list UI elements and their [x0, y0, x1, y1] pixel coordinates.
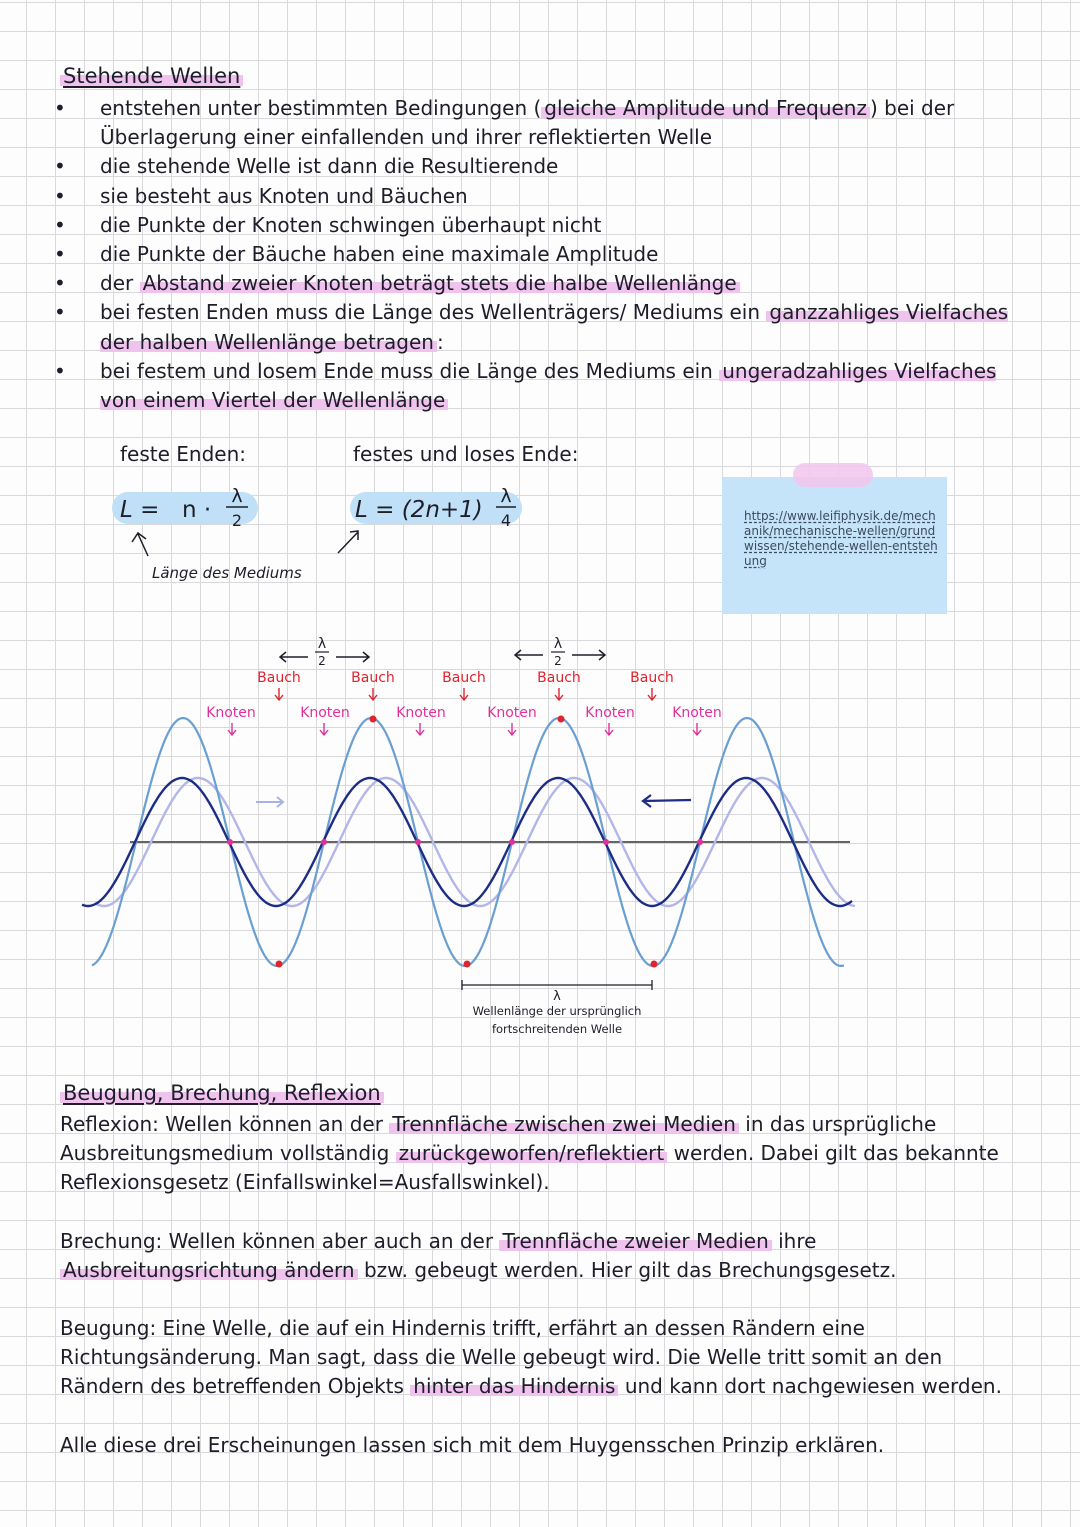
paragraph-huygens: Alle diese drei Erscheinungen lassen sich mit dem Huygensschen Prinzip erklären.	[60, 1433, 885, 1457]
bauch-label: Bauch	[257, 670, 301, 686]
bauch-point	[276, 961, 283, 968]
formula-mixed-den: 4	[500, 511, 512, 530]
formula-fixed-den: 2	[231, 511, 243, 530]
para-text: Brechung: Wellen können aber auch an der	[60, 1229, 500, 1253]
formula-fixed-num: λ	[231, 485, 243, 507]
medium-note: Länge des Mediums	[152, 564, 302, 582]
knoten-point	[321, 839, 327, 845]
down-arrow-icon	[416, 723, 424, 735]
bauch-point	[464, 961, 471, 968]
leifiphysik-link[interactable]: https://www.leifiphysik.de/mechanik/mechanische-wellen/grundwissen/stehende-wellen-entstehung	[744, 509, 938, 568]
down-arrow-icon	[605, 723, 613, 735]
knoten-label: Knoten	[487, 705, 537, 721]
knoten-label: Knoten	[585, 705, 635, 721]
section-title-beugung	[60, 1081, 384, 1105]
bullet-highlight: ungeradzahliges Vielfaches von einem Viertel der Wellenlänge	[100, 358, 997, 413]
para-text: bzw. gebeugt werden. Hier gilt das Brechungsgesetz.	[357, 1258, 897, 1283]
down-arrow-icon	[555, 688, 563, 700]
knoten-point	[415, 839, 421, 845]
down-arrow-icon	[275, 688, 283, 700]
para-highlight: Trennfläche zwischen zwei Medien	[389, 1112, 739, 1136]
half-lambda-indicator-right	[515, 636, 605, 668]
para-text: in das ursprügliche Ausbreitungsmedium vollständig	[60, 1112, 937, 1166]
knoten-label: Knoten	[300, 705, 350, 721]
bauch-point	[370, 716, 377, 723]
fixed-ends-label: feste Enden:	[120, 442, 246, 466]
mixed-ends-label: festes und loses Ende:	[353, 442, 579, 466]
para-highlight: Trennfläche zweier Medien	[499, 1229, 771, 1253]
bauch-labels	[257, 670, 674, 700]
paragraph-brechung	[60, 1227, 1020, 1285]
para-text: Reflexion: Wellen können an der	[60, 1112, 390, 1136]
bullet-text: bei festem und losem Ende muss die Länge des Mediums ein	[100, 358, 720, 383]
bauch-label: Bauch	[351, 670, 395, 686]
formula-fixed-mid: n ·	[182, 497, 212, 523]
left-arrow-icon	[643, 795, 691, 807]
bauch-label: Bauch	[442, 670, 486, 686]
bullet-text-post: :	[436, 329, 444, 354]
bullet-text: die stehende Welle ist dann die Resultierende	[100, 154, 559, 179]
bullet-text: die Punkte der Bäuche haben eine maximale Amplitude	[100, 242, 659, 267]
down-arrow-icon	[693, 723, 701, 735]
bullet-text: sie besteht aus Knoten und Bäuchen	[100, 183, 468, 208]
paragraph-reflexion	[60, 1110, 1020, 1198]
knoten-labels	[206, 705, 722, 735]
bullet-text: der	[100, 271, 140, 296]
bauch-label: Bauch	[537, 670, 581, 686]
bullet-text-post: ) bei der Überlagerung einer einfallenden und ihrer reflektierten Welle	[100, 96, 955, 150]
formula-mixed-lhs: L = (2n+1)	[355, 497, 483, 523]
right-arrow-icon	[256, 797, 283, 807]
knoten-label: Knoten	[206, 705, 256, 721]
para-text: werden. Dabei gilt das bekannte Reflexionsgesetz (Einfallswinkel=Ausfallswinkel).	[60, 1141, 999, 1195]
formula-mixed-num: λ	[500, 485, 512, 507]
para-highlight: zurückgeworfen/reflektiert	[396, 1141, 668, 1165]
down-arrow-icon	[460, 688, 468, 700]
bullet-text: bei festen Enden muss die Länge des Wellenträgers/ Mediums ein	[100, 300, 767, 325]
down-arrow-icon	[648, 688, 656, 700]
bauch-point	[558, 716, 565, 723]
down-arrow-icon	[508, 723, 516, 735]
down-arrow-icon	[369, 688, 377, 700]
section-title-text: Stehende Wellen	[60, 64, 243, 88]
knoten-point	[603, 839, 609, 845]
down-arrow-icon	[228, 723, 236, 735]
half-lambda-den: 2	[554, 654, 562, 668]
knoten-point	[697, 839, 703, 845]
arrow-to-L-fixed	[132, 533, 148, 556]
para-highlight: Ausbreitungsrichtung ändern	[60, 1258, 358, 1282]
knoten-point	[509, 839, 515, 845]
paragraph-beugung	[60, 1314, 1020, 1402]
arrow-to-L-mixed	[338, 531, 358, 553]
section-title-text: Beugung, Brechung, Reflexion	[60, 1081, 384, 1105]
half-lambda-num: λ	[553, 636, 563, 652]
bauch-label: Bauch	[630, 670, 674, 686]
para-text: Beugung: Eine Welle, die auf ein Hindernis trifft, erfährt an dessen Rändern eine Richtungsänderung. Man sagt, dass die Welle gebeugt wird. Die Welle tritt somit an den Rändern des betreffenden Objekts	[60, 1316, 943, 1399]
para-highlight: hinter das Hindernis	[410, 1374, 618, 1398]
para-text: ihre	[771, 1229, 817, 1253]
bullet-text: entstehen unter bestimmten Bedingungen (	[100, 96, 542, 120]
knoten-point	[227, 839, 233, 845]
bullet-highlight: ganzzahliges Vielfaches der halben Wellenlänge betragen	[100, 300, 1009, 354]
wavelength-lambda: λ	[553, 989, 561, 1004]
half-lambda-den: 2	[318, 654, 326, 668]
knoten-label: Knoten	[396, 705, 446, 721]
down-arrow-icon	[320, 723, 328, 735]
half-lambda-num: λ	[317, 636, 327, 652]
formula-fixed-lhs: L =	[120, 497, 160, 523]
wavelength-caption-1: Wellenlänge der ursprünglich	[472, 1004, 642, 1018]
bullet-text: die Punkte der Knoten schwingen überhaupt nicht	[100, 212, 602, 237]
bauch-point	[651, 961, 658, 968]
half-lambda-indicator-left	[280, 636, 369, 668]
wavelength-caption-2: fortschreitenden Welle	[491, 1022, 623, 1036]
knoten-label: Knoten	[672, 705, 722, 721]
bullet-highlight: Abstand zweier Knoten beträgt stets die halbe Wellenlänge	[140, 271, 740, 295]
para-text: und kann dort nachgewiesen werden.	[618, 1374, 1002, 1399]
bullet-highlight: gleiche Amplitude und Frequenz	[541, 96, 870, 120]
